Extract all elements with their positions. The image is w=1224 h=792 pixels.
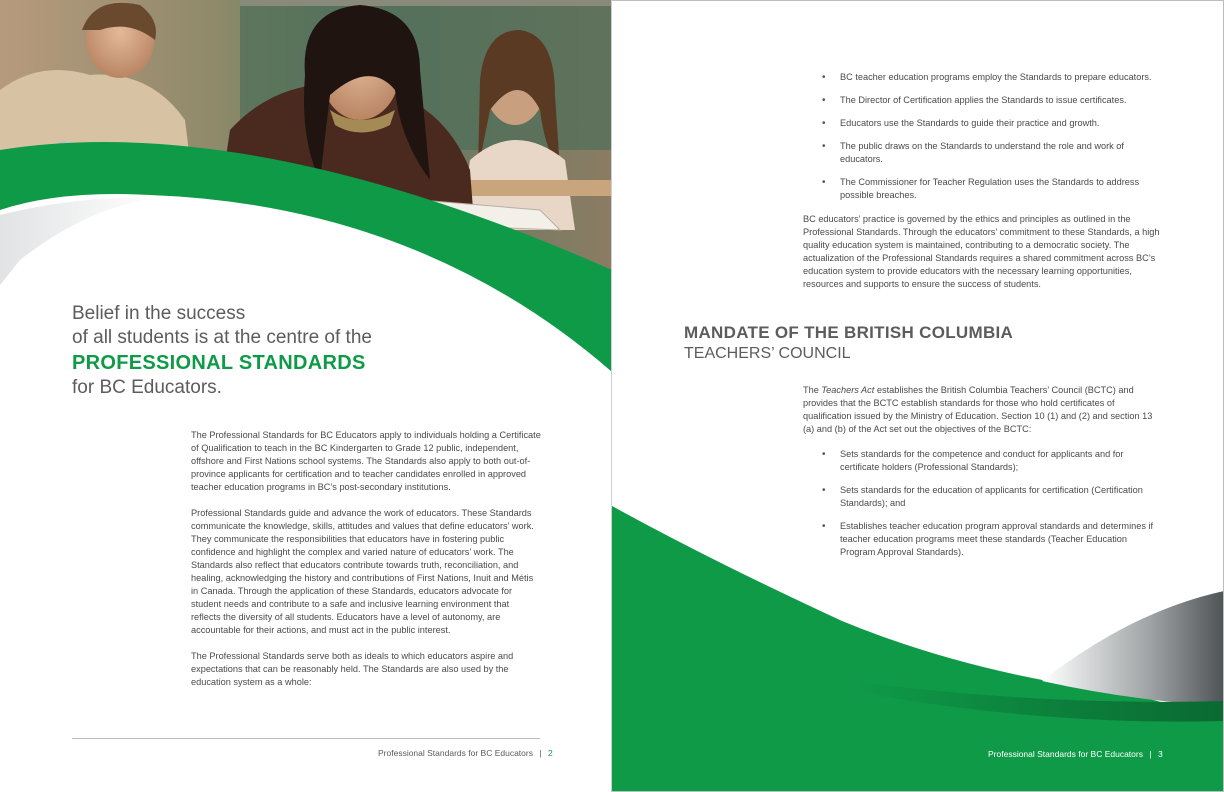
list-item: • Sets standards for the education of applicants for certification (Certification Standards); and: [822, 484, 1163, 510]
act-name: Teachers Act: [821, 385, 875, 395]
headline: [72, 302, 532, 400]
intro-rest: establishes the British Columbia Teachers’ Council (BCTC) and provides that the BCTC establish standards for those who hold certificates of qualification issued by the Ministry of Education. Section 10 (1) and (2) and section 13 (a) and (b) of the Act set out the objectives of the BCTC:: [803, 385, 1153, 434]
list-item: • The Commissioner for Teacher Regulation uses the Standards to address possible breaches.: [822, 176, 1162, 202]
list-item: • Sets standards for the competence and conduct for applicants and for certificate holders (Professional Standards);: [822, 448, 1163, 474]
headline-line-4: for BC Educators.: [72, 377, 222, 398]
uses-list: [822, 71, 1162, 212]
list-item: • The Director of Certification applies the Standards to issue certificates.: [822, 94, 1162, 107]
governance-paragraph: [803, 213, 1163, 304]
headline-emphasis: PROFESSIONAL STANDARDS: [72, 352, 366, 374]
footer-title: Professional Standards for BC Educators: [988, 749, 1143, 759]
page-number: 2: [547, 748, 553, 758]
page-footer: [988, 749, 1163, 759]
footer-divider: [72, 738, 540, 739]
page-number: 3: [1157, 749, 1163, 759]
paragraph: The Professional Standards serve both as ideals to which educators aspire and expectations that can be reasonably held. The Standards are also used by the education system as a whole:: [191, 651, 514, 687]
page-3: [612, 0, 1224, 792]
section-heading-line-1: MANDATE OF THE BRITISH COLUMBIA: [684, 323, 1014, 342]
paragraph: The Professional Standards for BC Educators apply to individuals holding a Certificate of Qualification to teach in the BC Kindergarten to Grade 12 public, independent, offshore and First Nations school systems. The Standards also apply to both out-of-province applicants for certification and to teacher candidates enrolled in approved teacher education programs in BC’s post-secondary institutions.: [191, 430, 541, 492]
left-body-text: [191, 429, 541, 702]
intro-paragraph: [803, 384, 1163, 436]
section-heading: [684, 322, 1013, 364]
headline-line-1: Belief in the success: [72, 303, 246, 324]
section-heading-line-2: TEACHERS’ COUNCIL: [684, 345, 851, 362]
page-footer: [378, 748, 553, 758]
list-item: • Educators use the Standards to guide their practice and growth.: [822, 117, 1162, 130]
list-item: • BC teacher education programs employ the Standards to prepare educators.: [822, 71, 1162, 84]
footer-title: Professional Standards for BC Educators: [378, 748, 533, 758]
mandate-body: [803, 384, 1163, 569]
list-item: • Establishes teacher education program approval standards and determines if teacher education programs meet these standards (Teacher Education Program Approval Standards).: [822, 520, 1163, 559]
headline-line-2: of all students is at the centre of the: [72, 327, 372, 348]
list-item: • The public draws on the Standards to understand the role and work of educators.: [822, 140, 1162, 166]
paragraph: BC educators’ practice is governed by the ethics and principles as outlined in the Professional Standards. Through the educators’ commitment to these Standards, a high quality education system is maintained, contributing to a democratic society. The actualization of the Professional Standards requires a shared commitment across BC’s education system to provide educators with the necessary learning opportunities, resources and supports to ensure the success of students.: [803, 214, 1160, 289]
footer-separator: |: [1149, 749, 1152, 759]
footer-separator: |: [539, 748, 542, 758]
paragraph: Professional Standards guide and advance the work of educators. These Standards communicate the knowledge, skills, attitudes and values that define educators’ work. They communicate the responsibilities that educators have in fostering public confidence and highlight the complex and varied nature of educators’ work. The Standards also reflect that educators contribute towards truth, reconciliation, and healing, acknowledging the history and contributions of First Nations, Inuit and Métis in Canada. Through the application of these Standards, educators advocate for student needs and contribute to a safe and inclusive learning environment that reflects the diversity of all students. Educators have a level of autonomy, are accountable for their actions, and must act in the public interest.: [191, 508, 534, 635]
intro-prefix: The: [803, 385, 822, 395]
